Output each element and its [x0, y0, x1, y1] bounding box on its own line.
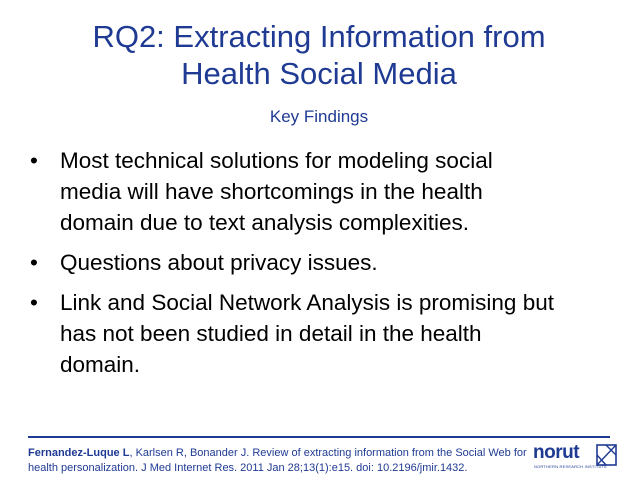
- bullet-line: Questions about privacy issues.: [60, 250, 378, 275]
- slide-subtitle: Key Findings: [269, 107, 369, 126]
- bullet-dot-icon: •: [30, 290, 38, 315]
- bullet-line: Link and Social Network Analysis is promising but: [60, 290, 554, 315]
- logo-wordmark: norut: [533, 442, 580, 463]
- bullet-line: domain due to text analysis complexities.: [60, 210, 469, 235]
- logo-tagline: NORTHERN RESEARCH INSTITUTE: [534, 464, 608, 469]
- citation-line-2: health personalization. J Med Internet Res. 2011 Jan 28;13(1):e15. doi: 10.2196/jmir.1432.: [28, 462, 468, 474]
- norut-logo: [533, 442, 617, 474]
- citation-author: Fernandez-Luque L: [28, 447, 130, 459]
- citation-line-1: , Karlsen R, Bonander J. Review of extracting information from the Social Web for: [129, 447, 527, 459]
- bullet-list: [24, 145, 624, 389]
- bullet-item: [24, 287, 624, 380]
- bullet-line: has not been studied in detail in the health: [60, 321, 482, 346]
- footer-citation: [28, 446, 538, 476]
- bullet-item: [24, 247, 624, 278]
- bullet-dot-icon: •: [30, 250, 38, 275]
- slide-title: [0, 18, 638, 92]
- bullet-line: Most technical solutions for modeling social: [60, 148, 493, 173]
- bullet-line: media will have shortcomings in the health: [60, 179, 483, 204]
- bullet-line: domain.: [60, 352, 141, 377]
- bullet-dot-icon: •: [30, 148, 38, 173]
- slide-title-line-2: Health Social Media: [181, 56, 457, 91]
- slide-title-line-1: RQ2: Extracting Information from: [92, 19, 546, 54]
- bullet-item: [24, 145, 624, 238]
- norut-logo-mark-icon: [596, 444, 617, 466]
- footer-divider: [28, 436, 610, 438]
